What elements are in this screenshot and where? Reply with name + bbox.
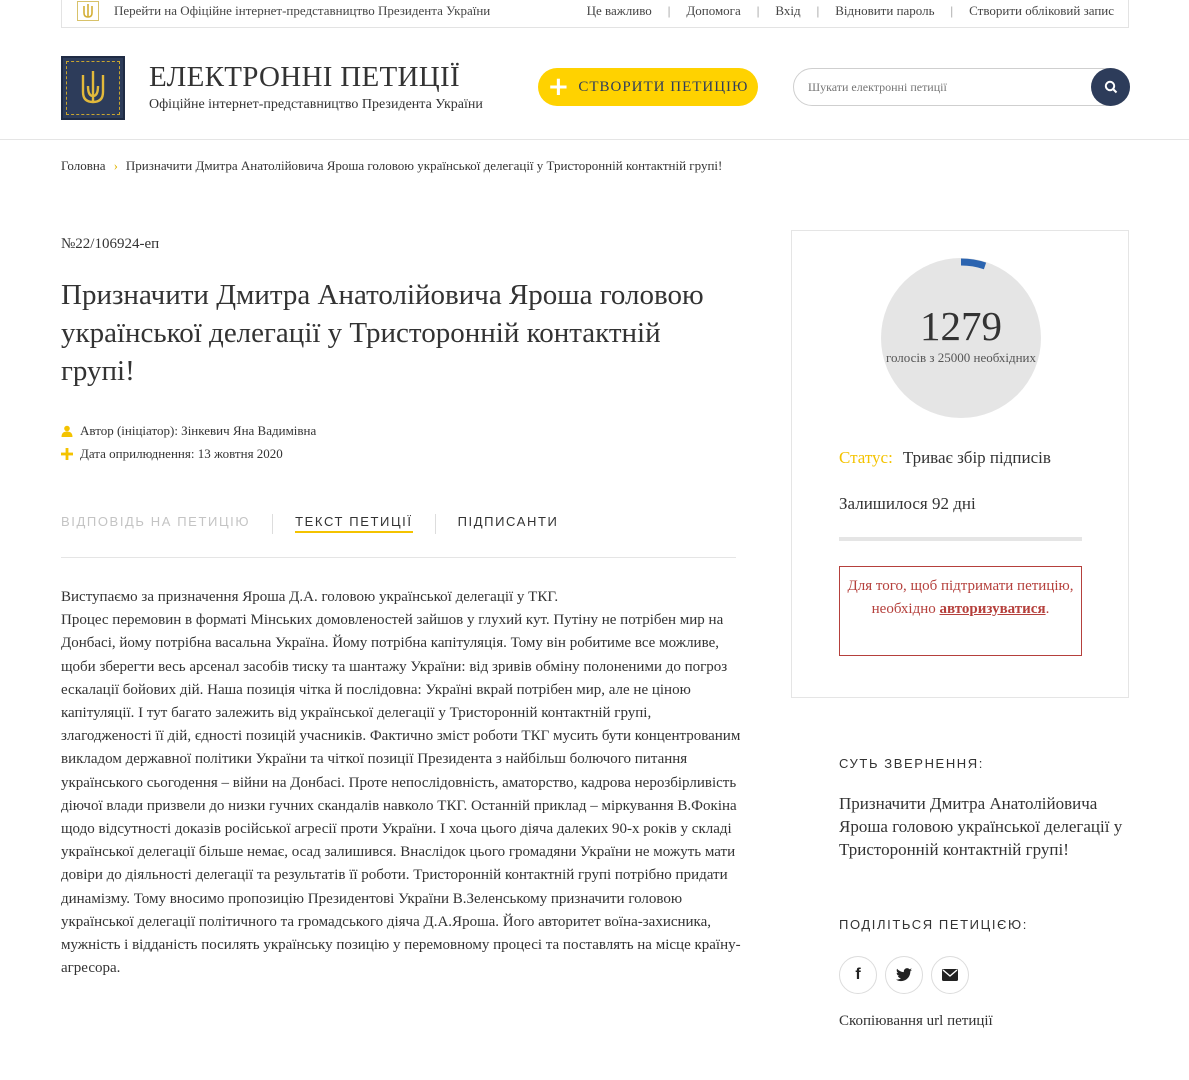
status-value: Триває збір підписів xyxy=(902,448,1051,467)
top-nav xyxy=(587,3,1114,19)
petition-number: №22/106924-еп xyxy=(61,236,160,252)
petition-author xyxy=(61,423,316,439)
trident-icon xyxy=(77,1,99,21)
tab-answer[interactable]: ВІДПОВІДЬ НА ПЕТИЦІЮ xyxy=(61,514,251,529)
search-button[interactable] xyxy=(1091,68,1130,106)
share-twitter-button[interactable] xyxy=(885,956,923,994)
site-title: ЕЛЕКТРОННІ ПЕТИЦІЇ xyxy=(149,61,460,93)
official-site-link[interactable]: Перейти на Офіційне інтернет-представництво Президента України xyxy=(114,3,491,18)
tab-signers[interactable]: ПІДПИСАНТИ xyxy=(457,514,559,529)
share-heading: ПОДІЛІТЬСЯ ПЕТИЦІЄЮ: xyxy=(839,917,1028,932)
top-strip xyxy=(61,0,1129,28)
essence-text: Призначити Дмитра Анатолійовича Яроша головою української делегації у Тристоронній контактній групі! xyxy=(839,794,1123,859)
site-subtitle: Офіційне інтернет-представництво Президента України xyxy=(149,97,483,112)
auth-notice-text: Для того, щоб підтримати петицію, необхідно xyxy=(847,578,1074,617)
create-petition-button[interactable] xyxy=(538,68,758,106)
share-facebook-button[interactable] xyxy=(839,956,877,994)
vote-panel xyxy=(791,230,1129,698)
petition-title: Призначити Дмитра Анатолійовича Яроша головою української делегації у Тристоронній контактній групі! xyxy=(61,279,704,387)
essence-heading: СУТЬ ЗВЕРНЕННЯ: xyxy=(839,756,984,771)
vote-label xyxy=(881,350,1041,365)
site-logo[interactable] xyxy=(61,56,125,120)
plus-icon: + xyxy=(547,72,571,102)
chevron-right-icon: › xyxy=(113,158,118,173)
status-label: Статус: xyxy=(839,448,893,467)
nav-separator: | xyxy=(667,3,671,18)
vote-progress-circle xyxy=(881,258,1041,418)
vote-label-text: голосів з 25000 необхідних xyxy=(885,350,1037,365)
search-input[interactable] xyxy=(808,77,1078,97)
breadcrumb-current: Призначити Дмитра Анатолійовича Яроша головою української делегації у Тристоронній контактній групі! xyxy=(125,158,723,173)
share-email-button[interactable] xyxy=(931,956,969,994)
author-text: Автор (ініціатор): Зінкевич Яна Вадимівна xyxy=(80,423,317,438)
auth-required-notice xyxy=(839,566,1082,656)
vote-count: 1279 xyxy=(920,303,1002,349)
nav-separator: | xyxy=(950,3,954,18)
breadcrumb xyxy=(61,158,722,174)
nav-separator: | xyxy=(816,3,820,18)
create-petition-label: СТВОРИТИ ПЕТИЦІЮ xyxy=(578,78,749,95)
petition-status xyxy=(839,448,1051,468)
tab-petition-text[interactable]: ТЕКСТ ПЕТИЦІЇ xyxy=(295,512,413,533)
petition-tabs xyxy=(61,512,736,558)
search-box xyxy=(793,68,1130,106)
trident-icon xyxy=(66,61,120,115)
nav-restore-password-link[interactable]: Відновити пароль xyxy=(835,3,935,18)
auth-notice-dot: . xyxy=(1045,601,1050,617)
days-remaining: Залишилося 92 дні xyxy=(839,494,976,513)
petition-date xyxy=(61,446,283,462)
site-header xyxy=(0,28,1189,140)
tab-divider xyxy=(435,514,436,534)
copy-url-link[interactable]: Скопіювання url петиції xyxy=(839,1013,993,1029)
tab-divider xyxy=(272,514,273,534)
search-icon xyxy=(1104,80,1118,94)
nav-important-link[interactable]: Це важливо xyxy=(586,3,652,18)
date-text: Дата оприлюднення: 13 жовтня 2020 xyxy=(80,446,283,461)
breadcrumb-home-link[interactable]: Головна xyxy=(61,158,106,173)
facebook-icon: f xyxy=(855,966,861,983)
nav-separator: | xyxy=(756,3,760,18)
nav-register-link[interactable]: Створити обліковий запис xyxy=(969,3,1114,18)
nav-login-link[interactable]: Вхід xyxy=(775,3,801,18)
time-progress-bar xyxy=(839,537,1082,541)
nav-help-link[interactable]: Допомога xyxy=(686,3,741,18)
email-icon xyxy=(942,969,958,981)
plus-icon xyxy=(61,448,73,460)
twitter-icon xyxy=(896,968,912,982)
petition-body-text: Виступаємо за призначення Яроша Д.А. головою української делегації у ТКГ. Процес перемовин в форматі Мінських домовленостей зайшов у глухий кут. Путіну не потрібен мир на Донбасі, йому потрібна васальна Україна. Йому потрібна капітуляція. Тому він робитиме все можливе, щоби зберегти весь арсенал засобів тиску та шантажу України: від зривів обміну полоненими до погроз ескалації бойових дій. Наша позиція чітка й послідовна: Україні вкрай потрібен мир, але не ціною капітуляції. І тут багато залежить від української делегації у Тристоронній контактній групі, злагодженості її дій, єдності позицій учасників. Фактично зміст роботи ТКГ мусить бути концентрованим викладом державної політики України та чіткої позиції Президента з найбільш болючого питання українського сьогодення – війни на Донбасі. Проте непослідовність, аматорство, кадрова нерозбірливість діючої влади призвели до низки гучних скандалів навколо ТКГ. Останній приклад – міркування В.Фокіна щодо відсутності доказів російської агресії проти України. І хоча цього діяча далеких 90-х років у складі української делегації більше немає, осад залишився. Внаслідок цього громадяни України не можуть мати довіри до діяльності делегації та результатів її роботи. Тристоронній контактній групі потрібно придати динамізму. Тому вносимо пропозицію Президентові України В.Зеленському призначити головою української делегації політичного та громадського діяча Д.А.Яроша. Його авторитет воїна-захисника, мужність і відданість посилять українську позицію у перемовному процесі та поставлять на місце країну-агресора. xyxy=(61,589,741,977)
user-icon xyxy=(61,425,73,437)
authorize-link[interactable]: авторизуватися xyxy=(939,601,1046,617)
